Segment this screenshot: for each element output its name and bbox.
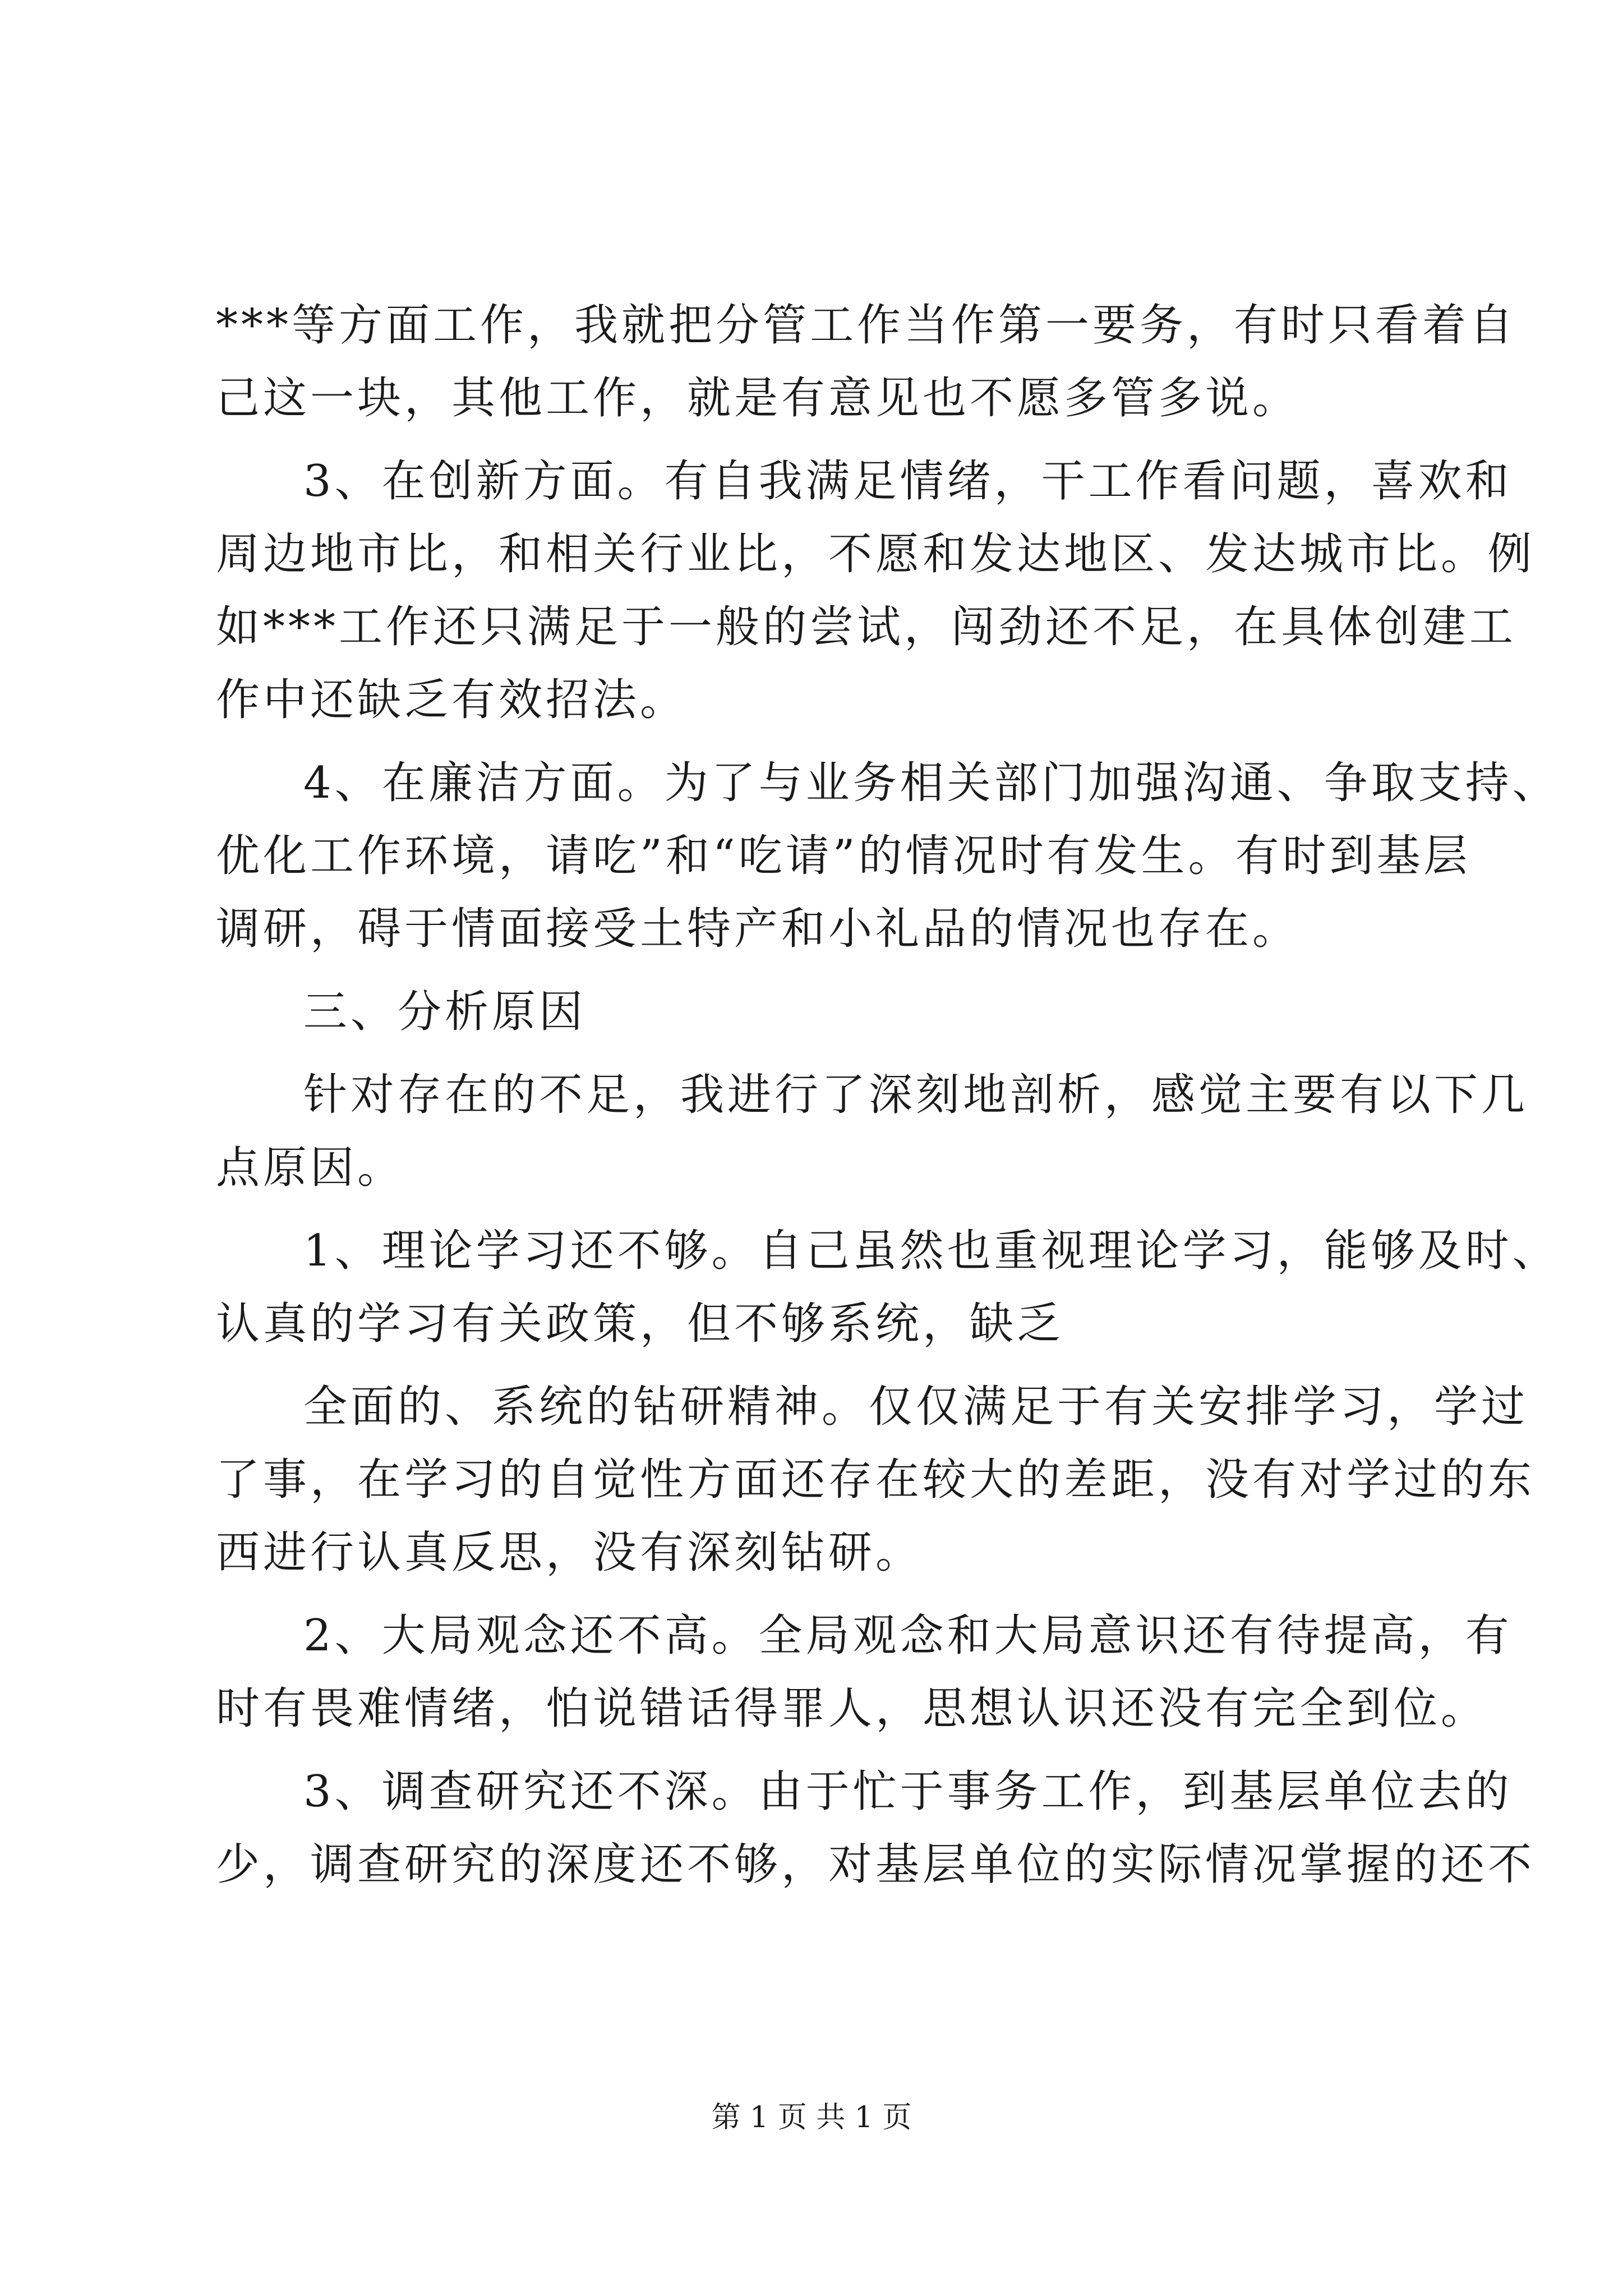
text-line: 作中还缺乏有效招法。 <box>216 675 688 725</box>
text-line: 认真的学习有关政策，但不够系统，缺乏 <box>216 1299 1064 1349</box>
paragraph-start-line: 针对存在的不足，我进行了深刻地剖析，感觉主要有以下几 <box>303 1070 1529 1120</box>
paragraph-start-line: 2、大局观念还不高。全局观念和大局意识还有待提高，有 <box>303 1611 1513 1661</box>
text-line: 周边地市比，和相关行业比，不愿和发达地区、发达城市比。例 <box>216 529 1536 579</box>
paragraph-start-line: 3、在创新方面。有自我满足情绪，干工作看问题，喜欢和 <box>303 456 1513 507</box>
text-line: 点原因。 <box>216 1143 405 1193</box>
section-heading: 三、分析原因 <box>303 987 587 1037</box>
text-line: 了事，在学习的自觉性方面还存在较大的差距，没有对学过的东 <box>216 1455 1536 1505</box>
paragraph-start-line: 全面的、系统的钻研精神。仅仅满足于有关安排学习，学过 <box>303 1382 1529 1432</box>
text-line: 少，调查研究的深度还不够，对基层单位的实际情况掌握的还不 <box>216 1839 1536 1890</box>
text-line: 己这一块，其他工作，就是有意见也不愿多管多说。 <box>216 373 1300 424</box>
text-line: ***等方面工作，我就把分管工作当作第一要务，有时只看着自 <box>216 300 1517 351</box>
text-line: 如***工作还只满足于一般的尝试，闯劲还不足，在具体创建工 <box>216 602 1517 652</box>
paragraph-start-line: 1、理论学习还不够。自己虽然也重视理论学习，能够及时、 <box>303 1226 1560 1276</box>
text-line: 时有畏难情绪，怕说错话得罪人，思想认识还没有完全到位。 <box>216 1683 1488 1734</box>
text-line: 优化工作环境，请吃”和“吃请”的情况时有发生。有时到基层 <box>216 831 1471 881</box>
text-line: 调研，碍于情面接受土特产和小礼品的情况也存在。 <box>216 904 1300 954</box>
page-number-footer: 第 1 页 共 1 页 <box>711 2101 912 2134</box>
text-line: 西进行认真反思，没有深刻钻研。 <box>216 1527 923 1578</box>
paragraph-start-line: 4、在廉洁方面。为了与业务相关部门加强沟通、争取支持、 <box>303 758 1560 808</box>
paragraph-start-line: 3、调查研究还不深。由于忙于事务工作，到基层单位去的 <box>303 1766 1513 1817</box>
